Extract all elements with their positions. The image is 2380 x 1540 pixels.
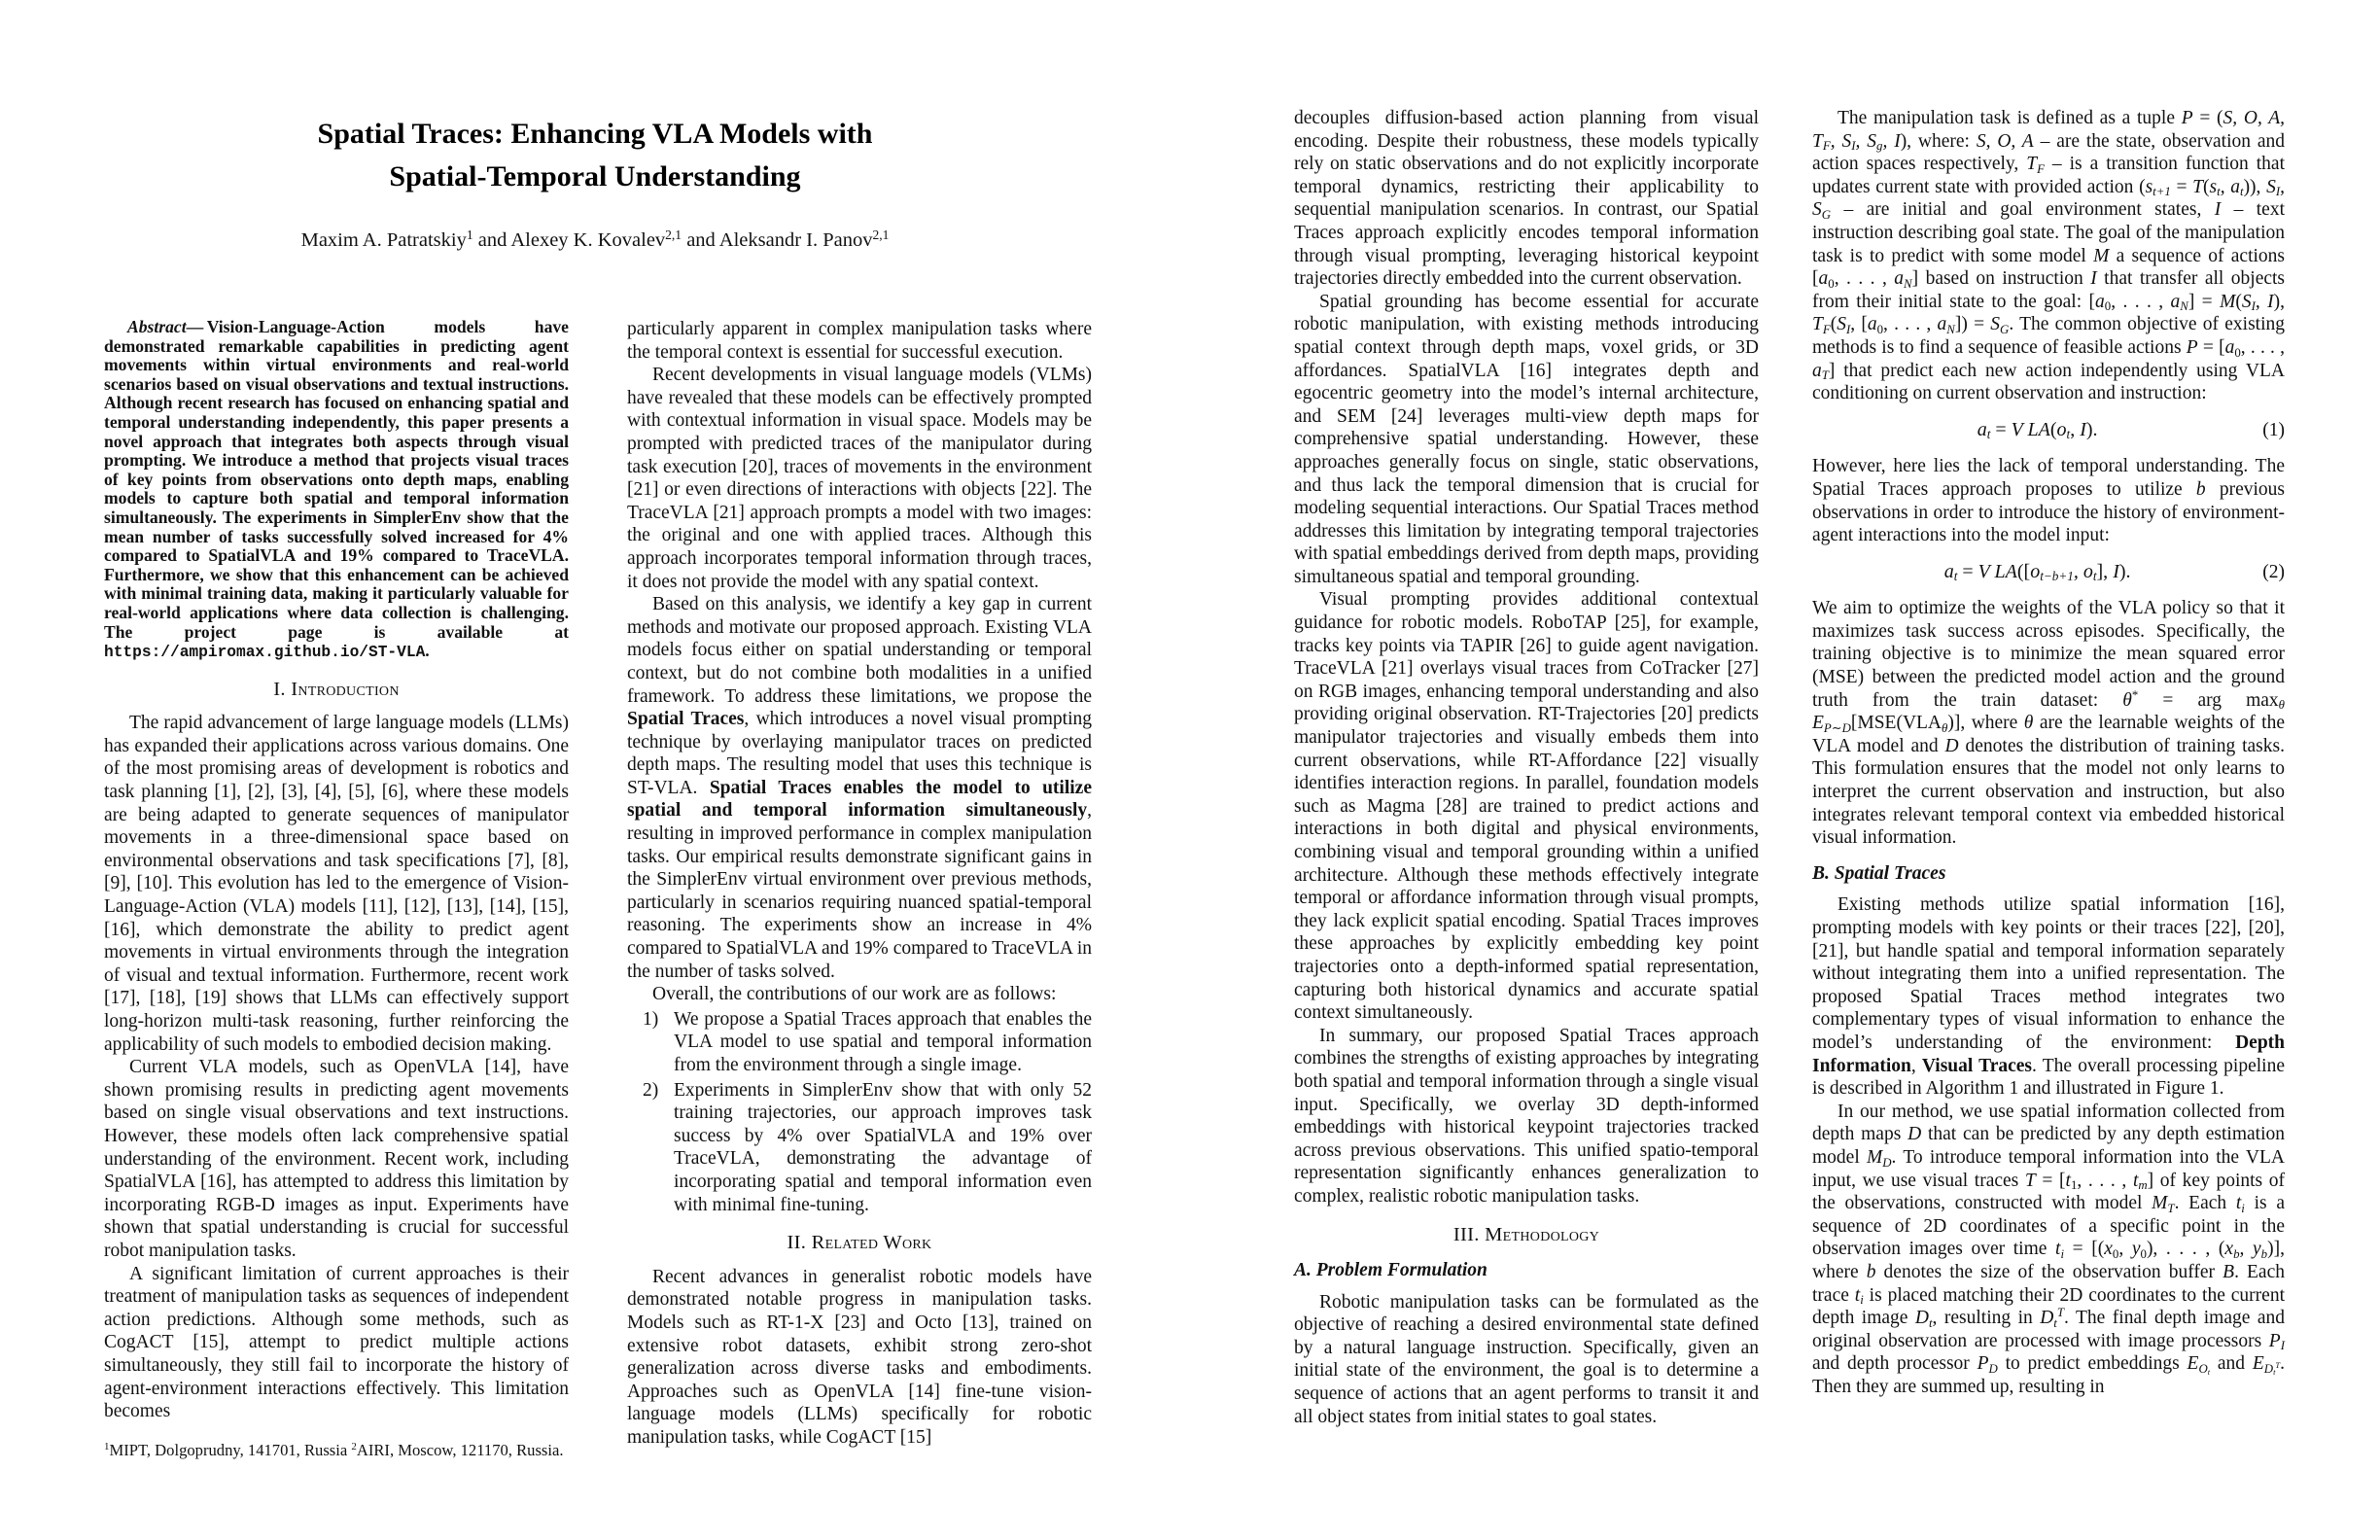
intro-paragraph-2: Current VLA models, such as OpenVLA [14], have shown promising results in predicting agent movements based on single visual observations and text instructions. However, these models often lack comprehensive spatial understanding of the environment. Recent work, including SpatialVLA [16], has attempted to address this limitation by incorporating RGB-D images as input. Experiments have shown that spatial understanding is crucial for successful robot manipulation tasks. — [104, 1057, 569, 1261]
paper-title-line2: Spatial-Temporal Understanding — [389, 160, 801, 192]
column-4 — [1812, 107, 2285, 1398]
problem-formulation-paragraph-2: The manipulation task is defined as a tuple P = (S, O, A, $T_F$, $S_I$, $S_g$, I), where: S, O, A – are the state, observation and action spaces respectively, $T_F$ – is a transition function that updates current state with provided action ($s_{t+1} = T(s_t$, $a_t$)), $S_I$, $S_G$ – are initial and goal environment states, I – text instruction describing goal state. The goal of the manipulation task is to predict with some model M a sequence of actions [$a_0$, . . . , $a_N$] based on instruction I that transfer all objects from their initial state to the goal: [$a_0$, . . . , $a_N] = M(S_I$, I), $T_F(S_I$, [$a_0$, . . . , $a_N]) = S_G$. The common objective of existing methods is to find a sequence of feasible actions $P = [a_0$, . . . , $a_T$] that predict each new action independently using VLA conditioning on current observation and instruction: — [1812, 108, 2286, 404]
problem-formulation-paragraph-4: We aim to optimize the weights of the VLA policy so that it maximizes task success across episodes. Specifically, the training objective is to minimize the mean squared error (MSE) between the predicted model action and the ground truth from the train dataset: θ* = arg $\max_\theta E_{P\sim D}[MSE(VLA_\theta)]$, where θ are the learnable weights of the VLA model and D denotes the distribution of training tasks. This formulation ensures that the model not only learns to interpret the current observation and instruction, but also integrates relevant temporal context via embedded historical visual information. — [1812, 598, 2285, 849]
contributions-lead-in: Overall, the contributions of our work are as follows: — [652, 984, 1057, 1005]
intro-paragraph-3: A significant limitation of current approaches is their treatment of manipulation tasks as sequences of independent action predictions. Although some methods, such as CogACT [15], attempt to predict multiple actions simultaneously, they still fail to incorporate the history of agent-environment interactions effectively. This limitation becomes — [104, 1263, 569, 1422]
section-heading-methodology: III. Methodology — [1452, 1223, 1600, 1245]
contribution-item-2 — [627, 1079, 1092, 1217]
intro-paragraph-4: Recent developments in visual language models (VLMs) have revealed that these models can be effectively prompted with contextual information in visual space. Models may be prompted with predicted traces of the manipulator during task execution [20], traces of movements in the environment [21] or even directions of interactions with objects [22]. The TraceVLA [21] approach prompts a model with two images: the original and one with applied traces. Although this approach incorporates temporal information through traces, it does not provide the model with any spatial context. — [627, 365, 1092, 592]
abstract — [104, 318, 569, 663]
column-3 — [1294, 107, 1759, 1428]
affiliation-footnote: $^1$MIPT, Dolgoprudny, 141701, Russia $^2$AIRI, Moscow, 121170, Russia. — [104, 1440, 564, 1459]
authors-line: Maxim A. Patratskiy$^1$ and Alexey K. Kovalev$^{2,1}$ and Aleksandr I. Panov$^{2,1}$ — [300, 227, 890, 251]
subsection-heading-problem-formulation: A. Problem Formulation — [1294, 1260, 1488, 1281]
contribution-item-2-label: 2) — [643, 1079, 659, 1101]
equation-2-number: (2) — [2262, 561, 2285, 582]
contribution-item-1 — [627, 1008, 1092, 1077]
column-2 — [627, 318, 1092, 1450]
equation-1-number: (1) — [2262, 419, 2285, 440]
problem-formulation-paragraph-3: However, here lies the lack of temporal understanding. The Spatial Traces approach proposes to utilize b previous observations in order to introduce the history of environment-agent interactions into the model input: — [1812, 456, 2286, 546]
contribution-item-2-text: Experiments in SimplerEnv show that with only 52 training trajectories, our approach improves task success by 4% over SpatialVLA and 19% over TraceVLA, demonstrating the advantage of incorporating spatial and temporal information even with minimal fine-tuning. — [674, 1079, 1092, 1215]
equation-1-body: $a_t = V$ $LA(o_t$, I). — [1977, 418, 2098, 442]
column-1 — [104, 318, 569, 1423]
intro-paragraph-5: Based on this analysis, we identify a key gap in current methods and motivate our proposed approach. Existing VLA models focus either on spatial understanding or temporal context, but do not combine both modalities in a unified framework. To address these limitations, we propose the Spatial Traces, which introduces a novel visual prompting technique by overlaying manipulator traces on predicted depth maps. The resulting model that uses this technique is ST-VLA. Spatial Traces enables the model to utilize spatial and temporal information simultaneously, resulting in improved performance in complex manipulation tasks. Our empirical results demonstrate significant gains in the SimplerEnv virtual environment over previous methods, particularly in scenarios requiring nuanced spatial-temporal reasoning. The experiments show an increase in 4% compared to SpatialVLA and 19% compared to TraceVLA in the number of tasks solved. — [627, 594, 1092, 982]
paper-title — [0, 113, 1190, 198]
subsection-heading-spatial-traces: B. Spatial Traces — [1812, 862, 1946, 884]
paper-title-line1: Spatial Traces: Enhancing VLA Models with — [317, 118, 873, 150]
equation-2-body: $a_t = V$ $LA([o_{t-b+1}$, $o_t$], I). — [1943, 560, 2131, 584]
section-heading-related-work: II. Related Work — [787, 1232, 932, 1254]
problem-formulation-paragraph-1: Robotic manipulation tasks can be formulated as the objective of reaching a desired environmental state defined by a natural language instruction. Specifically, given an initial state of the environment, the goal is to determine a sequence of actions that an agent performs to transit it and all object states from initial states to goal states. — [1294, 1291, 1759, 1427]
equation-1 — [1812, 419, 2285, 442]
intro-paragraph-3-continued: particularly apparent in complex manipulation tasks where the temporal context is essential for successful execution. — [627, 319, 1092, 363]
contribution-item-1-text: We propose a Spatial Traces approach that enables the VLA model to use spatial and temporal information from the environment through a single image. — [674, 1008, 1092, 1075]
related-work-paragraph-1: Recent advances in generalist robotic models have demonstrated notable progress in manipulation tasks. Models such as RT-1-X [23] and Octo [13], trained on extensive robot datasets, exhibit strong zero-shot generalization across diverse tasks and embodiments. Approaches such as OpenVLA [14] fine-tune vision-language models (LLMs) specifically for robotic manipulation tasks, while CogACT [15] — [627, 1266, 1092, 1448]
spatial-traces-paragraph-1: Existing methods utilize spatial information [16], prompting models with key points or their traces [22], [20], [21], but handle spatial and temporal information separately without integrating them into a unified representation. The proposed Spatial Traces method integrates two complementary types of visual information to enhance the model’s understanding of the environment: Depth Information, Visual Traces. The overall processing pipeline is described in Algorithm 1 and illustrated in Figure 1. — [1812, 894, 2285, 1100]
abstract-period: . — [425, 641, 430, 661]
project-url-link[interactable]: https://ampiromax.github.io/ST-VLA — [104, 644, 426, 662]
equation-2 — [1812, 561, 2285, 584]
page-2 — [1190, 0, 2380, 1540]
spatial-traces-paragraph-2: In our method, we use spatial information collected from depth maps D that can be predicted by any depth estimation model $M_D$. To introduce temporal information into the VLA input, we use visual traces $T = [t_1$, . . . , $t_m$] of key points of the observations, constructed with model $M_T$. Each $t_i$ is a sequence of 2D coordinates of a specific point in the observation images over time $t_i = [(x_0$, $y_0$), . . . , ($x_b$, $y_b$)], where b denotes the size of the observation buffer B. Each trace $t_i$ is placed matching their 2D coordinates to the current depth image $D_t$, resulting in $D_t^T$. The final depth image and original observation are processed with image processors $P_I$ and depth processor $P_D$ to predict embeddings $E_{O_t}$ and $E_{D_t^T}$. Then they are summed up, resulting in — [1812, 1101, 2286, 1397]
related-work-paragraph-3: Visual prompting provides additional contextual guidance for robotic models. RoboTAP [25], for example, tracks key points via TAPIR [26] to guide agent navigation. TraceVLA [21] overlays visual traces from CoTracker [27] on RGB images, enhancing temporal understanding and also providing original observation. RT-Trajectories [20] predicts manipulator trajectories and visually embeds them into current observations, while RT-Affordance [22] visually identifies interaction regions. In parallel, foundation models such as Magma [28] are trained to predict actions and interactions in both digital and physical environments, combining visual and temporal grounding within a unified architecture. Although these methods effectively integrate temporal or affordance information through visual prompts, they lack explicit spatial encoding. Spatial Traces improves these approaches by explicitly embedding key point trajectories onto a depth-informed spatial representation, capturing both historical dynamics and accurate spatial context simultaneously. — [1294, 589, 1759, 1024]
contribution-item-1-label: 1) — [643, 1008, 659, 1030]
related-work-paragraph-2: Spatial grounding has become essential for accurate robotic manipulation, with existing methods introducing spatial context through depth maps, voxel grids, or 3D affordances. SpatialVLA [16] integrates depth and egocentric geometry into the model’s internal architecture, and SEM [24] leverages multi-view depth maps for comprehensive spatial understanding. However, these approaches generally focus on single, static observations, and thus lack the temporal dimension that is crucial for modeling sequential interactions. Our Spatial Traces method addresses this limitation by integrating temporal trajectories with spatial embeddings derived from depth maps, providing simultaneous spatial and temporal grounding. — [1294, 291, 1759, 587]
related-work-paragraph-1-continued: decouples diffusion-based action planning from visual encoding. Despite their robustness, these models typically rely on static observations and do not explicitly incorporate temporal dynamics, restricting their applicability to sequential manipulation scenarios. In contrast, our Spatial Traces approach explicitly encodes temporal information through visual prompting, leveraging historical keypoint trajectories directly embedded into the current observation. — [1294, 108, 1759, 290]
abstract-text: Abstract— Vision-Language-Action models have demonstrated remarkable capabilities in predicting agent movements within virtual environments and real-world scenarios based on visual observations and textual instructions. Although recent research has focused on enhancing spatial and temporal understanding independently, this paper presents a novel approach that integrates both aspects through visual prompting. We introduce a method that projects visual traces of key points from observations onto depth maps, enabling models to capture both spatial and temporal information simultaneously. The experiments in SimplerEnv show that the mean number of tasks successfully solved increased for 4% compared to SpatialVLA and 19% compared to TraceVLA. Furthermore, we show that this enhancement can be achieved with minimal training data, making it particularly valuable for real-world applications where data collection is challenging. The project page is available at — [104, 317, 569, 642]
intro-paragraph-1: The rapid advancement of large language models (LLMs) has expanded their applications across various domains. One of the most promising areas of development is robotics and task planning [1], [2], [3], [4], [5], [6], where these models are being adapted to generate sequences of manipulator movements in a three-dimensional space based on environmental observations and task specifications [7], [8], [9], [10]. This evolution has led to the emergence of Vision-Language-Action (VLA) models [11], [12], [13], [14], [15], [16], which demonstrate the ability to predict agent movements in virtual environments through the integration of visual and textual information. Furthermore, recent work [17], [18], [19] shows that LLMs can effectively support long-horizon multi-task reasoning, further reinforcing the applicability of such models to embodied decision making. — [104, 713, 569, 1055]
related-work-paragraph-4: In summary, our proposed Spatial Traces approach combines the strengths of existing approaches by integrating both spatial and temporal information through a single visual input. Specifically, we overlay 3D depth-informed embeddings with historical keypoint trajectories tracked across previous observations. This unified spatio-temporal representation significantly enhances generalization to complex, realistic robotic manipulation tasks. — [1294, 1025, 1759, 1207]
section-heading-introduction: I. Introduction — [273, 678, 400, 700]
